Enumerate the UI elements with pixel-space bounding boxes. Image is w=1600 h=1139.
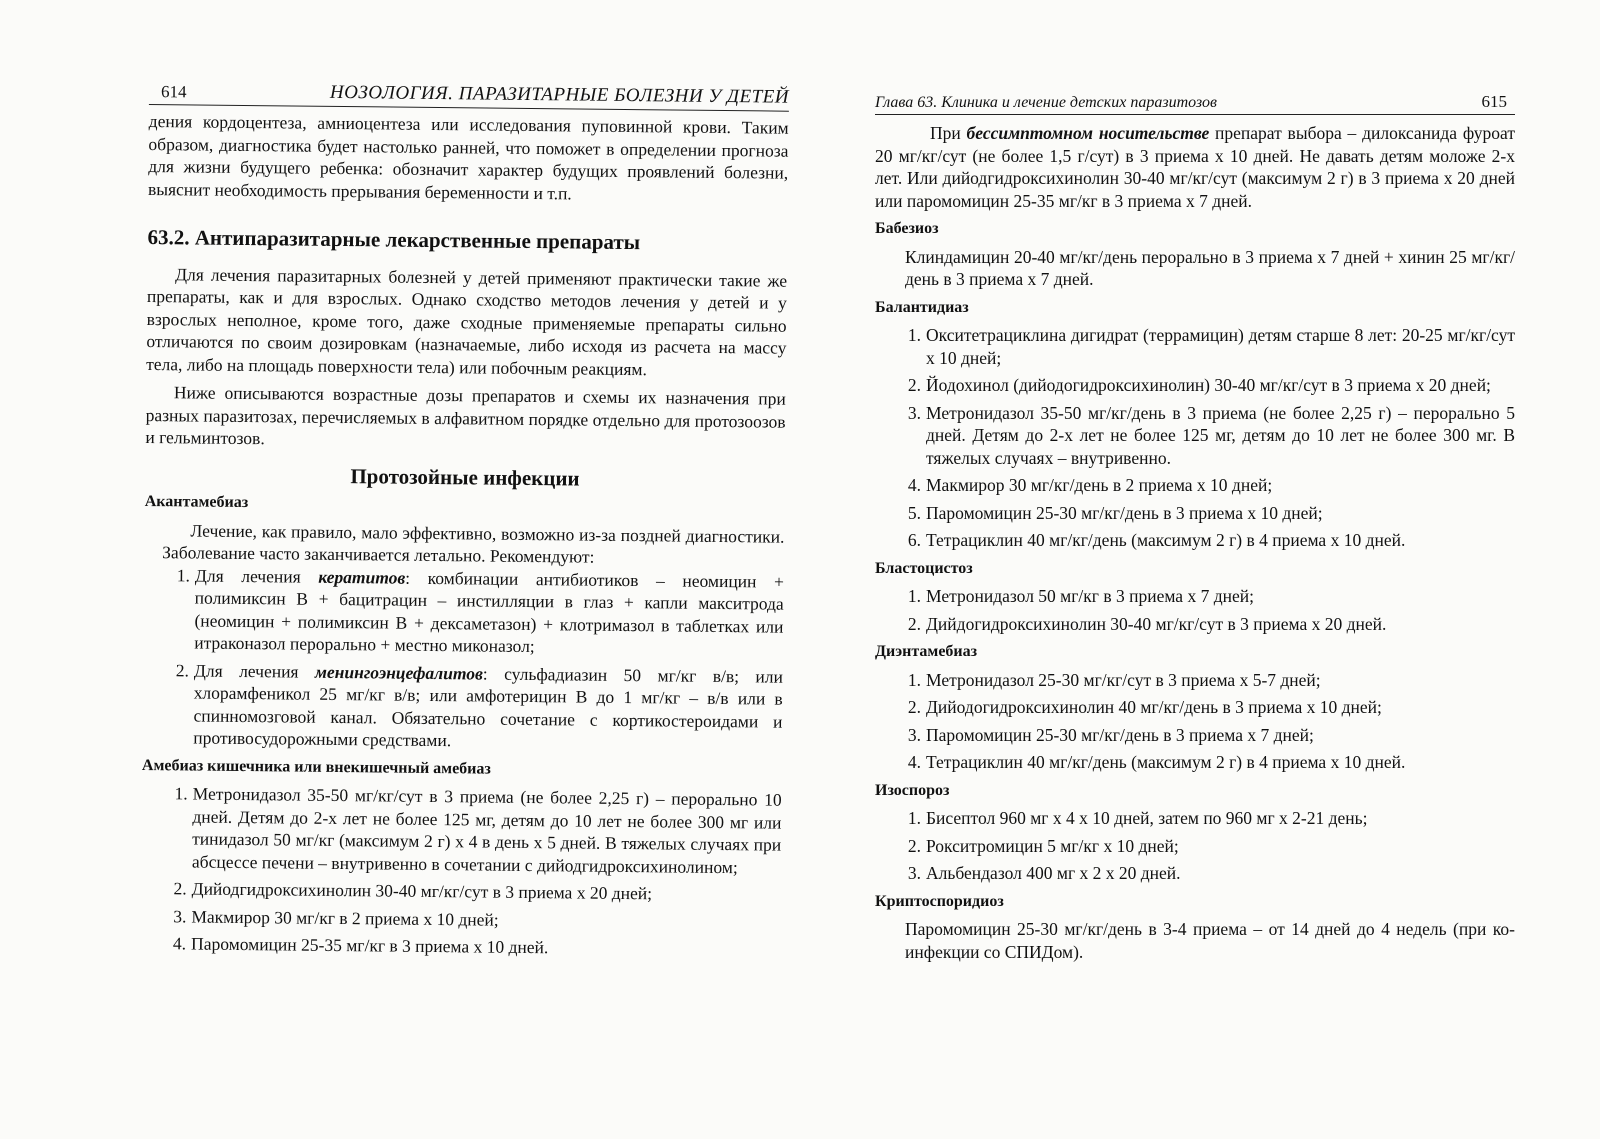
right-page: [875, 0, 1515, 1132]
list-item: 3. Паромомицин 25-30 мг/кг/день в 3 приема х 7 дней;: [907, 724, 1314, 745]
section-title: 63.2. Антипаразитарные лекарственные препараты: [147, 224, 641, 255]
list-item: 3. Макмирор 30 мг/кг в 2 приема х 10 дней;: [173, 905, 499, 930]
list-item: 2. Рокситромицин 5 мг/кг х 10 дней;: [907, 835, 1179, 856]
balantidiasis-heading: Балантидиаз: [875, 298, 969, 316]
list-item: 2. Дийодогидроксихинолин 40 мг/кг/день в 3 приема х 10 дней;: [907, 697, 1382, 717]
emphasis-meningoencephalitis: менингоэнцефалитов: [314, 661, 483, 684]
right-running-head: [875, 88, 1515, 115]
babesiosis-text: Клиндамицин 20-40 мг/кг/день перорально в 3 приема х 7 дней + хинин 25 мг/кг/день в 3 приема х 7 дней.: [905, 246, 1515, 289]
emphasis-keratitis: кератитов: [318, 566, 406, 588]
left-intro-paragraph: дения кордоцентеза, амниоцентеза или исследования пуповинной крови. Таким образом, диагностика будет настолько ранней, что поможет в определении прогноза для жизни будущего ребенка: обозначит характер будущих проявлений болезни, выяснит необходимость прерывания беременности и т.п.: [147, 110, 789, 203]
list-item: 4. Тетрациклин 40 мг/кг/день (максимум 2 г) в 4 приема х 10 дней.: [907, 752, 1406, 772]
left-running-title: НОЗОЛОГИЯ. ПАРАЗИТАРНЫЕ БОЛЕЗНИ У ДЕТЕЙ: [329, 81, 790, 108]
blastocystosis-heading: Бластоцистоз: [875, 559, 973, 577]
list-item: 2. Дийодгидроксихинолин 30-40 мг/кг/сут в 3 приема х 20 дней;: [173, 878, 653, 904]
list-item: 4. Макмирор 30 мг/кг/день в 2 приема х 10 дней;: [907, 475, 1273, 495]
list-item: 1. Метронидазол 35-50 мг/кг/сут в 3 приема (не более 2,25 г) – перорально 10 дней. Детям до 2-х лет не более 125 мг, детям до 10 лет не более 300 мг или тинидазол 50 мг/кг (максимум 2 г) х 4 в день х 5 дней. В тяжелых случаях при абсцессе печени – внутривенно в сочетании с дийодгидроксихинолином;: [174, 783, 782, 877]
acanthamoebiasis-heading: Акантамебиаз: [144, 492, 249, 512]
blastocystosis-list: [875, 585, 1515, 635]
left-page: [138, 0, 790, 1139]
left-page-number: 614: [160, 82, 187, 102]
paragraph-2: Ниже описываются возрастные дозы препаратов и схемы их назначения при разных паразитозах, перечисляемых в алфавитном порядке отдельно для протозоозов и гельминтозов.: [145, 382, 786, 449]
balantidiasis-list: [875, 324, 1515, 552]
isosporiasis-list: [875, 807, 1515, 885]
left-running-head: [149, 78, 789, 112]
cryptosporidiosis-text: Паромомицин 25-30 мг/кг/день в 3-4 приема – от 14 дней до 4 недель (при ко-инфекции со СПИДом).: [905, 919, 1515, 962]
isosporiasis-heading: Изоспороз: [875, 781, 950, 799]
list-item: 3. Альбендазол 400 мг х 2 х 20 дней.: [907, 863, 1181, 883]
list-item: 1. Бисептол 960 мг х 4 х 10 дней, затем по 960 мг х 2-21 день;: [907, 808, 1368, 828]
list-item: 1. Метронидазол 50 мг/кг в 3 приема х 7 дней;: [907, 586, 1254, 606]
right-page-number: 615: [1481, 92, 1507, 111]
left-content: [140, 110, 789, 966]
list-item: 1. Окситетрациклина дигидрат (террамицин) детям старше 8 лет: 20-25 мг/кг/сут х 10 дней;: [907, 325, 1515, 368]
list-item: 1. Для лечения кератитов: комбинации антибиотиков – неомицин + полимиксин В + бацитрацин – инстилляции в глаз + капли макситрода (неомицин + полимиксин В + дексаметазон) + клотримазол в таблетках или итраконазол перорально + местно миконазол;: [176, 564, 785, 657]
subsection-title: Протозойные инфекции: [350, 463, 580, 491]
list-item: 3. Метронидазол 35-50 мг/кг/день в 3 приема (не более 2,25 г) – перорально 5 дней. Детям до 2-х лет не более 125 мг, детям до 10 лет не более 300 мг. В тяжелых случаях – внутривенно.: [907, 402, 1515, 468]
list-item: 1. Метронидазол 25-30 мг/кг/сут в 3 приема х 5-7 дней;: [907, 669, 1321, 690]
dientamoebiasis-list: [875, 669, 1515, 774]
acanthamoebiasis-list: [142, 563, 784, 755]
acanthamoebiasis-text: Лечение, как правило, мало эффективно, возможно из-за поздней диагностики. Заболевание часто заканчивается летально. Рекомендуют:: [162, 519, 785, 567]
amoebiasis-list: [140, 782, 782, 961]
carrier-paragraph: При бессимптомном носительстве препарат выбора – дилоксанида фуроат 20 мг/кг/сут (не более 1,5 г/сут) в 3 приема х 10 дней. Не давать детям моложе 2-х лет. Или дийодгидроксихинолин 30-40 мг/кг/сут (максимум 2 г) в 3 приема х 20 дней или паромомицин 25-35 мг/кг в 3 приема х 7 дней.: [875, 123, 1515, 211]
right-running-title: Глава 63. Клиника и лечение детских паразитозов: [875, 94, 1217, 111]
list-item: 5. Паромомицин 25-30 мг/кг/день в 3 приема х 10 дней;: [907, 502, 1323, 523]
list-item: 4. Паромомицин 25-35 мг/кг в 3 приема х 10 дней.: [172, 933, 549, 958]
list-item: 2. Йодохинол (дийодогидроксихинолин) 30-40 мг/кг/сут в 3 приема х 20 дней;: [907, 375, 1491, 395]
babesiosis-heading: Бабезиоз: [875, 220, 939, 237]
cryptosporidiosis-heading: Криптоспоридиоз: [875, 892, 1004, 910]
emphasis-asymptomatic: бессимптомном носительстве: [966, 123, 1210, 143]
amoebiasis-heading: Амебиаз кишечника или внекишечный амебиаз: [141, 756, 491, 778]
right-content: [875, 122, 1515, 963]
list-item: 2. Для лечения менингоэнцефалитов: сульфадиазин 50 мг/кг в/в; или хлорамфеникол 25 мг/кг в/в; или амфотерицин В до 1 мг/кг – в/в или в спинномозговой канал. Обязательно сочетание с кортикостероидами и противосудорожными средствами.: [175, 659, 784, 751]
list-item: 6. Тетрациклин 40 мг/кг/день (максимум 2 г) в 4 приема х 10 дней.: [907, 530, 1406, 550]
list-item: 2. Дийдогидроксихинолин 30-40 мг/кг/сут в 3 приема х 20 дней.: [907, 613, 1387, 634]
dientamoebiasis-heading: Диэнтамебиаз: [875, 643, 978, 660]
paragraph-1: Для лечения паразитарных болезней у детей применяют практически такие же препараты, как и для взрослых. Однако сходство методов лечения у детей и у взрослых неполное, кроме того, даже сходные применяемые препараты сильно отличаются по своим дозировкам (назначаемые, либо исходя из расчета на массу тела, либо на площадь поверхности тела) или побочным реакциям.: [146, 263, 788, 379]
